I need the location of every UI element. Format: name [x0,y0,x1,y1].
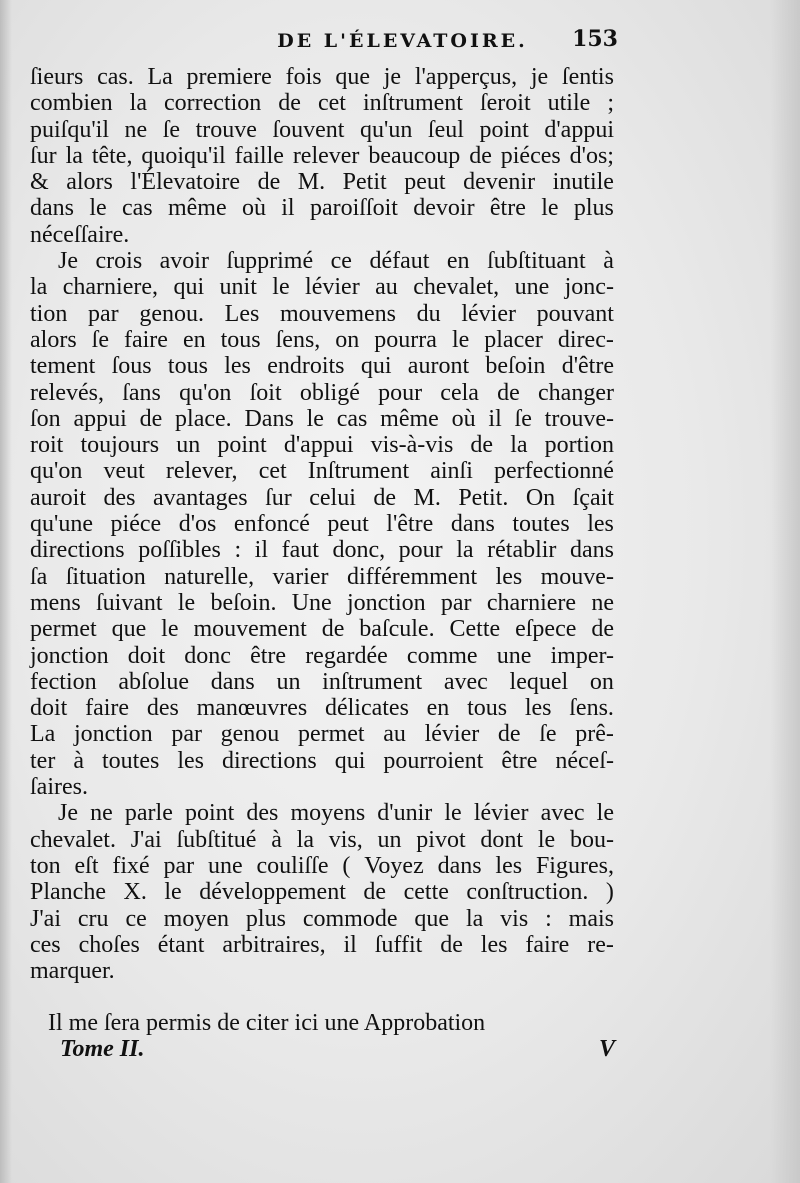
body-text [30,64,614,984]
text-line: La jonction par genou permet au lévier de ſe prê- [30,721,614,748]
running-head: DE L'ÉLEVATOIRE. [277,30,528,52]
text-line: ter à toutes les directions qui pourroient être néceſ- [30,747,614,774]
text-line: auroit des avantages ſur celui de M. Petit. On ſçait [30,484,614,511]
text-line: ſur la tête, quoiqu'il faille relever beaucoup de piéces d'os; [30,142,614,169]
text-line: ſieurs cas. La premiere fois que je l'apperçus, je ſentis [30,64,614,90]
text-line: & alors l'Élevatoire de M. Petit peut devenir inutile [30,169,614,196]
text-line: combien la correction de cet inſtrument ſeroit utile ; [30,90,614,117]
text-line: marquer. [30,958,115,985]
closing-line: Il me ſera permis de citer ici une Approbation [30,1010,486,1036]
text-line: chevalet. J'ai ſubſtitué à la vis, un pivot dont le bou- [30,826,614,853]
text-line: Je crois avoir ſupprimé ce défaut en ſubſtituant à [58,248,614,275]
text-line: J'ai cru ce moyen plus commode que la vis : mais [30,905,614,932]
text-line: ſaires. [30,774,88,801]
text-line: dans le cas même où il paroiſſoit devoir être le plus [30,195,614,222]
text-line: ces choſes étant arbitraires, il ſuffit de les faire re- [30,931,614,958]
page-gutter-shadow [0,0,12,1183]
text-line: fection abſolue dans un inſtrument avec lequel on [30,668,614,695]
gathering-signature: V [598,1036,615,1062]
text-line: directions poſſibles : il faut donc, pour la rétablir dans [30,537,614,564]
text-line: tement ſous tous les endroits qui auront beſoin d'être [30,353,614,380]
volume-signature: Tome II. [60,1036,145,1062]
text-line: Je ne parle point des moyens d'unir le lévier avec le [58,800,614,827]
text-line: permet que le mouvement de baſcule. Cette eſpece de [30,616,614,643]
text-line: tion par genou. Les mouvemens du lévier pouvant [30,300,614,327]
text-line: puiſqu'il ne ſe trouve ſouvent qu'un ſeul point d'appui [30,116,614,143]
text-line: alors ſe faire en tous ſens, on pourra le placer direc- [30,326,614,353]
text-line: qu'une piéce d'os enfoncé peut l'être dans toutes les [30,511,614,538]
text-line: roit toujours un point d'appui vis-à-vis de la portion [30,432,614,459]
page-edge-shadow [770,0,800,1183]
text-line: Planche X. le développement de cette conſtruction. ) [30,879,614,906]
text-line: qu'on veut relever, cet Inſtrument ainſi perfectionné [30,458,614,485]
text-line: relevés, ſans qu'on ſoit obligé pour cela de changer [30,379,614,406]
text-line: ton eſt fixé par une couliſſe ( Voyez dans les Figures, [30,852,614,879]
text-line: mens ſuivant le beſoin. Une jonction par charniere ne [30,589,614,616]
page-footer [60,1036,615,1063]
text-line: jonction doit donc être regardée comme une imper- [30,642,614,669]
page-number: 153 [572,26,618,52]
text-line: ſa ſituation naturelle, varier différemment les mouve- [30,563,614,590]
text-line: ſon appui de place. Dans le cas même où il ſe trouve- [30,405,614,432]
text-line: la charniere, qui unit le lévier au chevalet, une jonc- [30,274,614,301]
text-line: néceſſaire. [30,221,130,248]
text-line: doit faire des manœuvres délicates en tous les ſens. [30,695,614,722]
